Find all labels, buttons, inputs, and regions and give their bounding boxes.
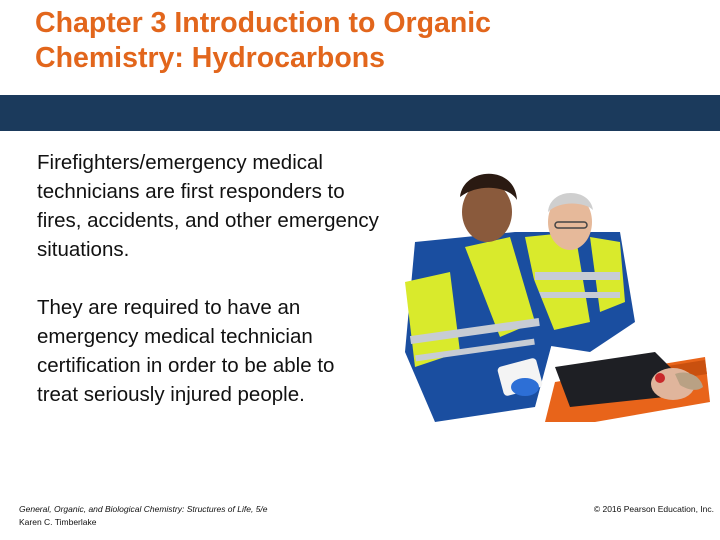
paragraph-1 [37,148,417,264]
slide-title [35,6,695,76]
footer-citation-block [19,503,268,529]
slide-title-line-1: Chapter 3 Introduction to Organic [35,7,492,39]
paragraph-2-line: treat seriously injured people. [37,383,305,406]
body-text [37,148,417,409]
paragraph-1-line: situations. [37,238,130,261]
paragraph-1-line: technicians are first responders to [37,180,345,203]
footer-author: Karen C. Timberlake [19,517,97,527]
paragraph-1-line: fires, accidents, and other emergency [37,209,379,232]
header-band [0,95,720,131]
slide-title-line-2: Chemistry: Hydrocarbons [35,42,386,74]
paragraph-2-line: emergency medical technician [37,325,313,348]
paragraph-2 [37,293,417,409]
paragraph-1-line: Firefighters/emergency medical [37,151,323,174]
paragraph-2-line: They are required to have an [37,296,301,319]
first-responders-photo [405,152,715,422]
paragraph-2-line: certification in order to be able to [37,354,335,377]
footer-copyright: © 2016 Pearson Education, Inc. [593,504,714,514]
footer-citation: General, Organic, and Biological Chemistry: Structures of Life, 5/e [19,504,268,514]
